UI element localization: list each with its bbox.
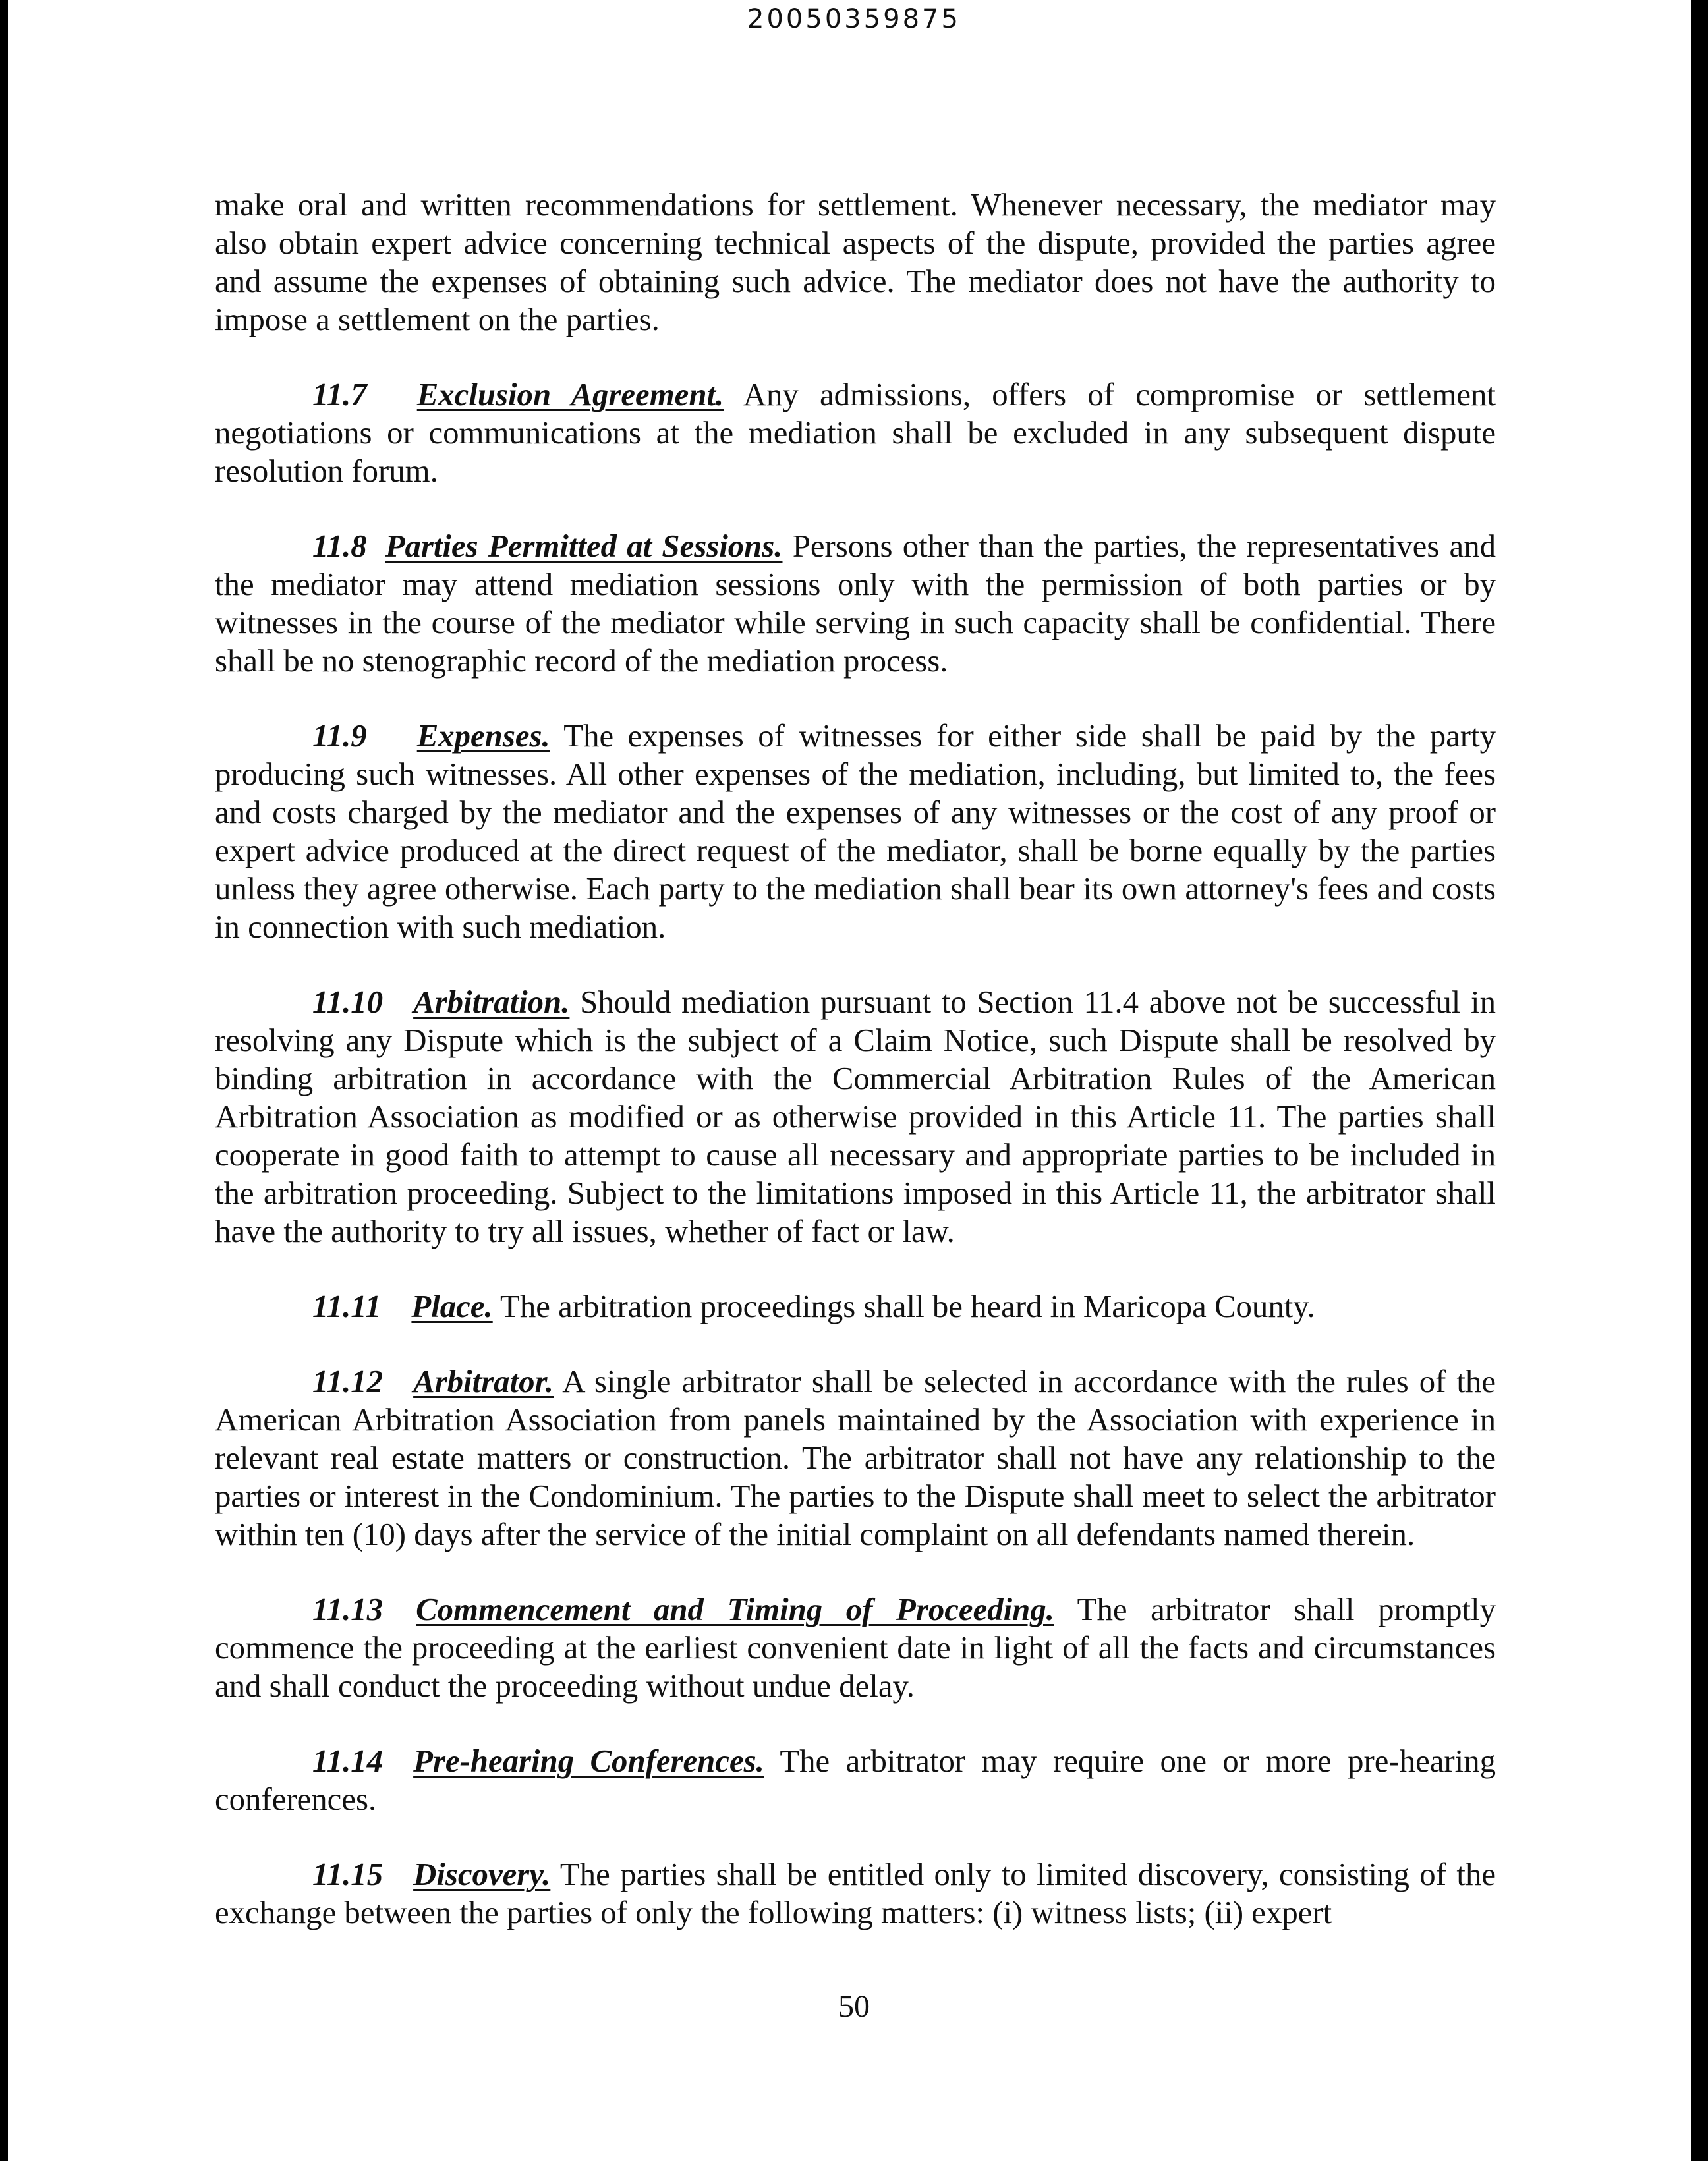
section-11-10 bbox=[215, 983, 1496, 1250]
section-number: 11.7 bbox=[312, 377, 367, 412]
section-11-11 bbox=[215, 1287, 1496, 1326]
section-title: Parties Permitted at Sessions. bbox=[385, 528, 783, 564]
paragraph-continued: make oral and written recommendations for settlement. Whenever necessary, the mediator may also obtain expert advice concerning technical aspects of the dispute, provided the parties agree and assume the expenses of obtaining such advice. The mediator does not have the authority to impose a settlement on the parties. bbox=[215, 187, 1496, 337]
scan-left-edge bbox=[0, 0, 8, 2161]
section-title: Expenses. bbox=[416, 718, 550, 754]
section-title: Exclusion Agreement. bbox=[416, 377, 724, 412]
section-number: 11.12 bbox=[312, 1364, 384, 1399]
section-11-13 bbox=[215, 1590, 1496, 1705]
section-title: Discovery. bbox=[413, 1857, 551, 1892]
section-body: The parties shall be entitled only to limited discovery, consisting of the exchange between the parties of only the following matters: (i) witness lists; (ii) expert bbox=[215, 1857, 1496, 1930]
section-title: Pre-hearing Conferences. bbox=[413, 1743, 764, 1779]
section-body: The arbitration proceedings shall be heard in Maricopa County. bbox=[492, 1289, 1315, 1324]
section-title: Commencement and Timing of Proceeding. bbox=[416, 1592, 1054, 1627]
section-11-9 bbox=[215, 717, 1496, 946]
page-body bbox=[215, 186, 1496, 1969]
section-11-14 bbox=[215, 1742, 1496, 1818]
section-title: Arbitration. bbox=[413, 984, 570, 1020]
section-11-8 bbox=[215, 527, 1496, 680]
section-body: Should mediation pursuant to Section 11.4 above not be successful in resolving any Dispute which is the subject of a Claim Notice, such Dispute shall be resolved by binding arbitration in accordance with the Commercial Arbitration Rules of the American Arbitration Association as modified or as otherwise provided in this Article 11. The parties shall cooperate in good faith to attempt to cause all necessary and appropriate parties to be included in the arbitration proceeding. Subject to the limitations imposed in this Article 11, the arbitrator shall have the authority to try all issues, whether of fact or law. bbox=[215, 984, 1496, 1249]
document-id: 20050359875 bbox=[747, 4, 961, 34]
section-body: The expenses of witnesses for either side shall be paid by the party producing such witnesses. All other expenses of the mediation, including, but limited to, the fees and costs charged by the mediator and the expenses of any witnesses or the cost of any proof or expert advice produced at the direct request of the mediator, shall be borne equally by the parties unless they agree otherwise. Each party to the mediation shall bear its own attorney's fees and costs in connection with such mediation. bbox=[215, 718, 1496, 945]
section-body: Persons other than the parties, the representatives and the mediator may attend mediation sessions only with the permission of both parties or by witnesses in the course of the mediator while serving in such capacity shall be confidential. There shall be no stenographic record of the mediation process. bbox=[215, 528, 1496, 679]
section-11-12 bbox=[215, 1362, 1496, 1554]
page-number: 50 bbox=[838, 1989, 870, 2024]
section-number: 11.10 bbox=[312, 984, 384, 1020]
section-number: 11.14 bbox=[312, 1743, 384, 1779]
section-number: 11.11 bbox=[312, 1289, 382, 1324]
section-title: Arbitrator. bbox=[413, 1364, 554, 1399]
scan-right-edge bbox=[1691, 0, 1708, 2161]
section-body: The arbitrator shall promptly commence the proceeding at the earliest convenient date in light of all the facts and circumstances and shall conduct the proceeding without undue delay. bbox=[215, 1592, 1496, 1704]
section-title: Place. bbox=[411, 1289, 493, 1324]
section-number: 11.15 bbox=[312, 1857, 384, 1892]
section-number: 11.13 bbox=[312, 1592, 384, 1627]
section-11-15 bbox=[215, 1855, 1496, 1932]
section-11-7 bbox=[215, 376, 1496, 490]
section-number: 11.9 bbox=[312, 718, 367, 754]
section-number: 11.8 bbox=[312, 528, 367, 564]
section-body: The arbitrator may require one or more pre-hearing conferences. bbox=[215, 1743, 1496, 1817]
section-body: Any admissions, offers of compromise or settlement negotiations or communications at the mediation shall be excluded in any subsequent dispute resolution forum. bbox=[215, 377, 1496, 489]
section-body: A single arbitrator shall be selected in accordance with the rules of the American Arbitration Association from panels maintained by the Association with experience in relevant real estate matters or construction. The arbitrator shall not have any relationship to the parties or interest in the Condominium. The parties to the Dispute shall meet to select the arbitrator within ten (10) days after the service of the initial complaint on all defendants named therein. bbox=[215, 1364, 1496, 1552]
